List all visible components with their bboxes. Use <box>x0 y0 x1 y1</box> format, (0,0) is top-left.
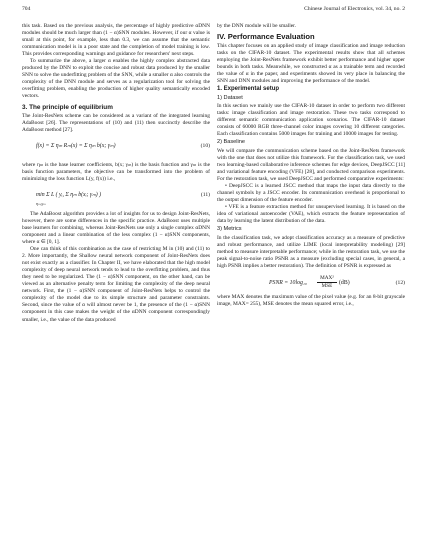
subsubsection-heading: 1) Dataset <box>217 94 243 101</box>
bullet-item: • DeepJSCC is a learned JSCC method that maps the input data directly to the channel symbols by a JSCC encoder. Its communication overhead is proportional to the output dimension of the feature encoder. <box>217 183 405 204</box>
equation-denominator: MSE <box>321 282 333 289</box>
equation-numerator: MAX² <box>320 274 334 281</box>
paragraph: In this section we mainly use the CIFAR-10 dataset in order to perform two different tasks: image classification and image restoration. These two tasks correspond to different semantic communication application scenarios. The CIFAR-10 dataset consists of 60000 RGB three-channel color images covering 10 different categories. Each classification contains 5000 images for training and 10000 images for testing. <box>217 103 405 138</box>
subsubsection-heading: 3) Metrics <box>217 226 242 233</box>
equation-10 <box>22 136 210 160</box>
paragraph: The AdaBoost algorithm provides a lot of insights for us to design Joint-ResNets, however, there are some differences in the specific practice. AdaBoost uses multiple base learners for combining, whereas Joint-ResNets use only a single complex αDNN component and a linear combination of the less complex (1 − α)SNN components, where α ∈ [0, 1]. <box>22 210 210 245</box>
page-header <box>22 6 405 15</box>
equation-body: min Σ L ( yᵢ, Σ ηₘ b(xᵢ; γₘ) ) <box>36 191 102 198</box>
equation-number: (10) <box>200 142 210 149</box>
equation-lhs: PSNR = 10log₁₀ <box>269 279 307 286</box>
bullet-item: • VFE is a feature extraction method for unsupervised learning. It is based on the idea of variational autoencoder (VAE), which extracts the feature representation of data by learning the latent distribution of the data. <box>217 204 405 225</box>
equation-number: (12) <box>395 279 405 286</box>
equation-body: f(x) = Σ ηₘ Rₘ(x) = Σ ηₘ b(x; γₘ) <box>36 142 116 149</box>
right-column <box>217 23 405 308</box>
page-number: 704 <box>22 6 31 12</box>
equation-unit: (dB) <box>339 279 350 286</box>
section-heading: IV. Performance Evaluation <box>217 32 315 42</box>
paragraph: The Joint-ResNets scheme can be considered as a variant of the integrated learning AdaBoost [26]. The representations of (10) and (11) then succinctly describe the AdaBoost method [27]. <box>22 112 210 133</box>
journal-name: Chinese Journal of Electronics, vol. 34, no. 2 <box>304 6 405 12</box>
equation-12 <box>217 272 405 292</box>
paragraph: In the classification task, we adopt classification accuracy as a measure of predictive and robust performance, and utilize LIME (local interpretability modeling) [29] method to measure interpretable performance; while in the restoration task, we use the peak signal-to-noise ratio PSNR as a measure (excluding special cases, in general, a high PSNR implies a better restoration). The definition of PSNR is expressed as <box>217 234 405 269</box>
paragraph: where ηₘ is the base learner coefficients, b(x; γₘ) is the basis function and γₘ is the basis function parameters, the objective can be transformed into the problem of minimizing the loss function L(y, f(x)) i.e., <box>22 161 210 182</box>
subsubsection-heading: 2) Baseline <box>217 139 245 146</box>
paragraph: where MAX denotes the maximum value of the pixel value (e.g. for an 8-bit grayscale image, MAX= 255), MSE denotes the mean squared error, i.e., <box>217 293 405 307</box>
equation-number: (11) <box>200 191 210 198</box>
paragraph: This chapter focuses on an applied study of image classification and image reduction tasks on the CIFAR-10 dataset. The experimental results show that all schemes employing the Joint-ResNets framework exhibit better performance and higher upper bounds in both tasks. Meanwhile, we constructed α as a trainable term and recorded the value of α in the paper, and experiments showed its very place in balancing the SNN and DNN modules and improving the performance of the model. <box>217 43 405 85</box>
paragraph: this task. Based on the previous analysis, the percentage of highly predictive αDNN modules should be much larger than (1 − α)SNN modules. However, if our α value is small at this point, for example, less than 0.3, we can assume that the semantic communication model is in a poor state and the completion of model training is low. This provides corresponding warnings and guidance for researchers' next steps. <box>22 23 210 58</box>
subsection-heading: 1. Experimental setup <box>217 86 280 93</box>
equation-11 <box>22 185 210 209</box>
paragraph: One can think of this combination as the case of restricting M in (10) and (11) to 2. More importantly, the Shallow neural network component of Joint-ResNets does not exist exactly as a classifier. In Chapter II, we have elaborated that the high model complexity of deep neural network tends to lead to the overfitting problem, and thus they need to be regularized. The (1 − α)SNN component, on the other hand, can be viewed as an alternative penalty term for limiting the complexity of the deep neural network. First, the (1 − α)SNN component of Joint-ResNets helps to control the complexity of the model due to its simple structure and parameter constraints. Second, since the value of α will almost never be 1, the presence of the (1 − α)SNN component in this case makes the weight of the αDNN component correspondingly smaller, i.e., the value of the data produced <box>22 246 210 323</box>
section-heading: 3. The principle of equilibrium <box>22 103 113 111</box>
equation-subscript: ηₘ,γₘ <box>36 200 46 206</box>
left-column <box>22 23 210 324</box>
paragraph: To summarize the above, a larger α enables the highly complex abstracted data produced by the DNN to exploit the concise and robust data produced by the smaller SNN to solve the underfitting problem of the SNN, while a smaller α also controls the complexity of the DNN module and serves as a regularization tool for solving the overfitting problem, enabling the production of higher quality semantically encoded vectors. <box>22 58 210 100</box>
paragraph: by the DNN module will be smaller. <box>217 23 296 29</box>
paragraph: We will compare the communication scheme based on the Joint-ResNets framework with the one that does not utilize this framework. For the classification task, we used two learning-based collaborative inference schemes for edge devices, DeepJSCC [11] and variational feature encoding (VFE) [28], and conducted comparison experiments. For the restoration task, we used DeepJSCC and performed comparative experiments: <box>217 147 405 182</box>
